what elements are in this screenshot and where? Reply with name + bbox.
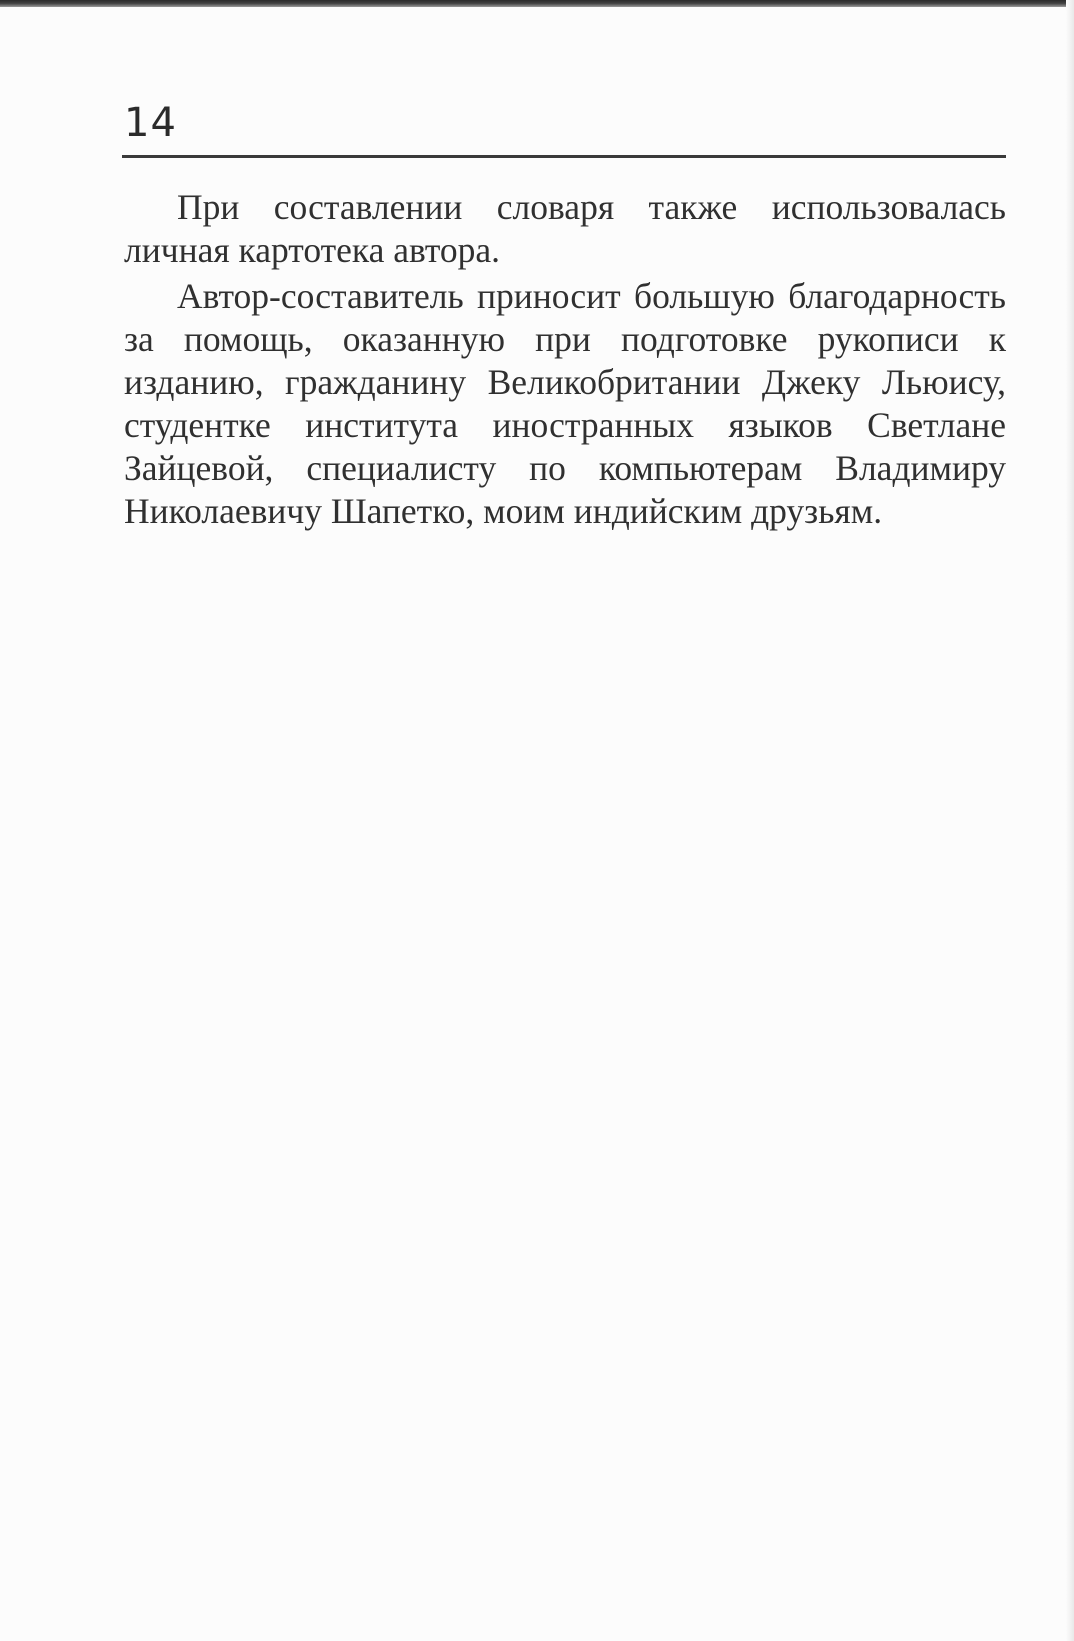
header-rule (122, 155, 1006, 158)
paragraph-acknowledgements: Автор-составитель приносит большую благодарность за помощь, оказанную при подготовке рукописи к изданию, гражданину Великобритании Джеку Льюису, студентке института иностранных языков Светлане Зайцевой, специалисту по компьютерам Владимиру Николаевичу Шапетко, моим индийским друзьям. (124, 276, 1006, 531)
body-text (124, 186, 1006, 536)
scan-edge-top (0, 0, 1074, 7)
paragraph-card-index: При составлении словаря также использовалась личная картотека автора. (124, 187, 1006, 270)
scan-edge-right (1066, 0, 1074, 1641)
page-number: 14 (124, 100, 177, 146)
